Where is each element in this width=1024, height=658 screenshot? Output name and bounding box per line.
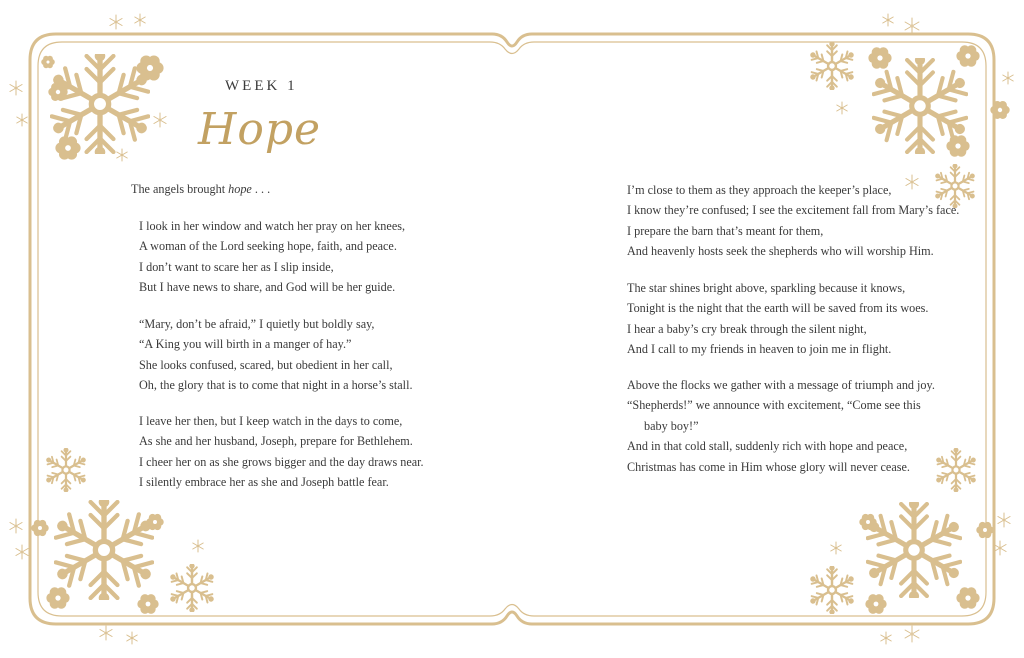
poem-line: She looks confused, scared, but obedient in her call, xyxy=(139,357,393,372)
poem-line: A woman of the Lord seeking hope, faith, and peace. xyxy=(139,239,397,254)
poem-line: Above the flocks we gather with a message of triumph and joy. xyxy=(627,378,935,392)
poem-line: I silently embrace her as she and Joseph battle fear. xyxy=(139,475,389,490)
snowflake-icon xyxy=(974,519,996,541)
snowflake-icon xyxy=(13,543,31,561)
poem-line: I know they’re confused; I see the excitement fall from Mary’s face. xyxy=(627,203,960,218)
stanza xyxy=(627,278,928,360)
snowflake-icon xyxy=(828,540,844,556)
poem-line: The star shines bright above, sparkling because it knows, xyxy=(627,281,906,295)
snowflake-icon xyxy=(97,624,115,642)
page-title: Hope xyxy=(198,104,322,155)
snowflake-icon xyxy=(7,517,25,535)
poem-line: I leave her then, but I keep watch in the days to come, xyxy=(139,414,403,428)
poem-line: I’m close to them as they approach the keeper’s place, xyxy=(627,183,892,197)
snowflake-icon xyxy=(902,624,922,644)
poem-line: Oh, the glory that is to come that night in a horse’s stall. xyxy=(139,378,413,393)
snowflake-icon xyxy=(14,112,30,128)
poem-line: And I call to my friends in heaven to join me in flight. xyxy=(627,342,892,357)
snowflake-icon xyxy=(114,147,130,163)
intro-line xyxy=(131,182,270,197)
poem-line: As she and her husband, Joseph, prepare for Bethlehem. xyxy=(139,434,413,449)
snowflake-icon xyxy=(934,448,978,492)
snowflake-icon xyxy=(107,13,125,31)
snowflake-icon xyxy=(144,511,166,533)
stanza xyxy=(139,216,405,298)
poem-line: “Mary, don’t be afraid,” I quietly but boldly say, xyxy=(139,317,375,331)
intro-emphasis: hope xyxy=(228,182,252,196)
poem-line: Tonight is the night that the earth will be saved from its woes. xyxy=(627,301,929,316)
snowflake-icon xyxy=(151,111,169,129)
poem-line: “A King you will birth in a manger of hay.” xyxy=(139,337,352,352)
snowflake-icon xyxy=(190,538,206,554)
snowflake-icon xyxy=(808,42,856,90)
snowflake-icon xyxy=(878,630,894,646)
snowflake-icon xyxy=(29,517,51,539)
snowflake-icon xyxy=(44,584,72,612)
snowflake-icon xyxy=(44,448,88,492)
poem-line: I look in her window and watch her pray on her knees, xyxy=(139,219,406,233)
stanza xyxy=(139,411,424,493)
poem-line: I hear a baby’s cry break through the silent night, xyxy=(627,321,867,336)
poem-line: baby boy!” xyxy=(644,418,699,433)
snowflake-icon xyxy=(134,52,166,84)
poem-line: And heavenly hosts seek the shepherds who will worship Him. xyxy=(627,244,934,259)
snowflake-icon xyxy=(991,539,1009,557)
snowflake-icon xyxy=(834,100,850,116)
stanza xyxy=(627,375,935,477)
snowflake-icon xyxy=(1000,70,1016,86)
snowflake-icon xyxy=(132,12,148,28)
snowflake-icon xyxy=(46,80,70,104)
poem-line: And in that cold stall, suddenly rich with hope and peace, xyxy=(627,439,908,454)
snowflake-icon xyxy=(944,132,972,160)
poem-line: But I have news to share, and God will be her guide. xyxy=(139,280,396,295)
poem-line: I prepare the barn that’s meant for them, xyxy=(627,223,824,238)
snowflake-icon xyxy=(857,511,879,533)
snowflake-icon xyxy=(866,502,962,598)
poem-line: “Shepherds!” we announce with excitement, “Come see this xyxy=(627,398,921,413)
snowflake-icon xyxy=(880,12,896,28)
week-label: WEEK 1 xyxy=(225,78,298,94)
stanza xyxy=(627,180,959,262)
snowflake-icon xyxy=(135,591,161,617)
snowflake-icon xyxy=(124,630,140,646)
snowflake-icon xyxy=(53,133,83,163)
snowflake-icon xyxy=(39,53,57,71)
poem-line: Christmas has come in Him whose glory will never cease. xyxy=(627,459,910,474)
snowflake-icon xyxy=(988,98,1012,122)
intro-text: The angels brought xyxy=(131,182,229,196)
snowflake-icon xyxy=(954,42,982,70)
stanza xyxy=(139,314,413,396)
poem-line: I don’t want to scare her as I slip inside, xyxy=(139,259,334,274)
snowflake-icon xyxy=(168,564,216,612)
snowflake-icon xyxy=(863,591,889,617)
intro-ellipsis: . . . xyxy=(251,182,271,196)
snowflake-icon xyxy=(808,566,856,614)
poem-line: I cheer her on as she grows bigger and the day draws near. xyxy=(139,454,424,469)
snowflake-icon xyxy=(7,79,25,97)
snowflake-icon xyxy=(995,511,1013,529)
snowflake-icon xyxy=(902,16,922,36)
snowflake-icon xyxy=(954,584,982,612)
snowflake-icon xyxy=(866,44,894,72)
